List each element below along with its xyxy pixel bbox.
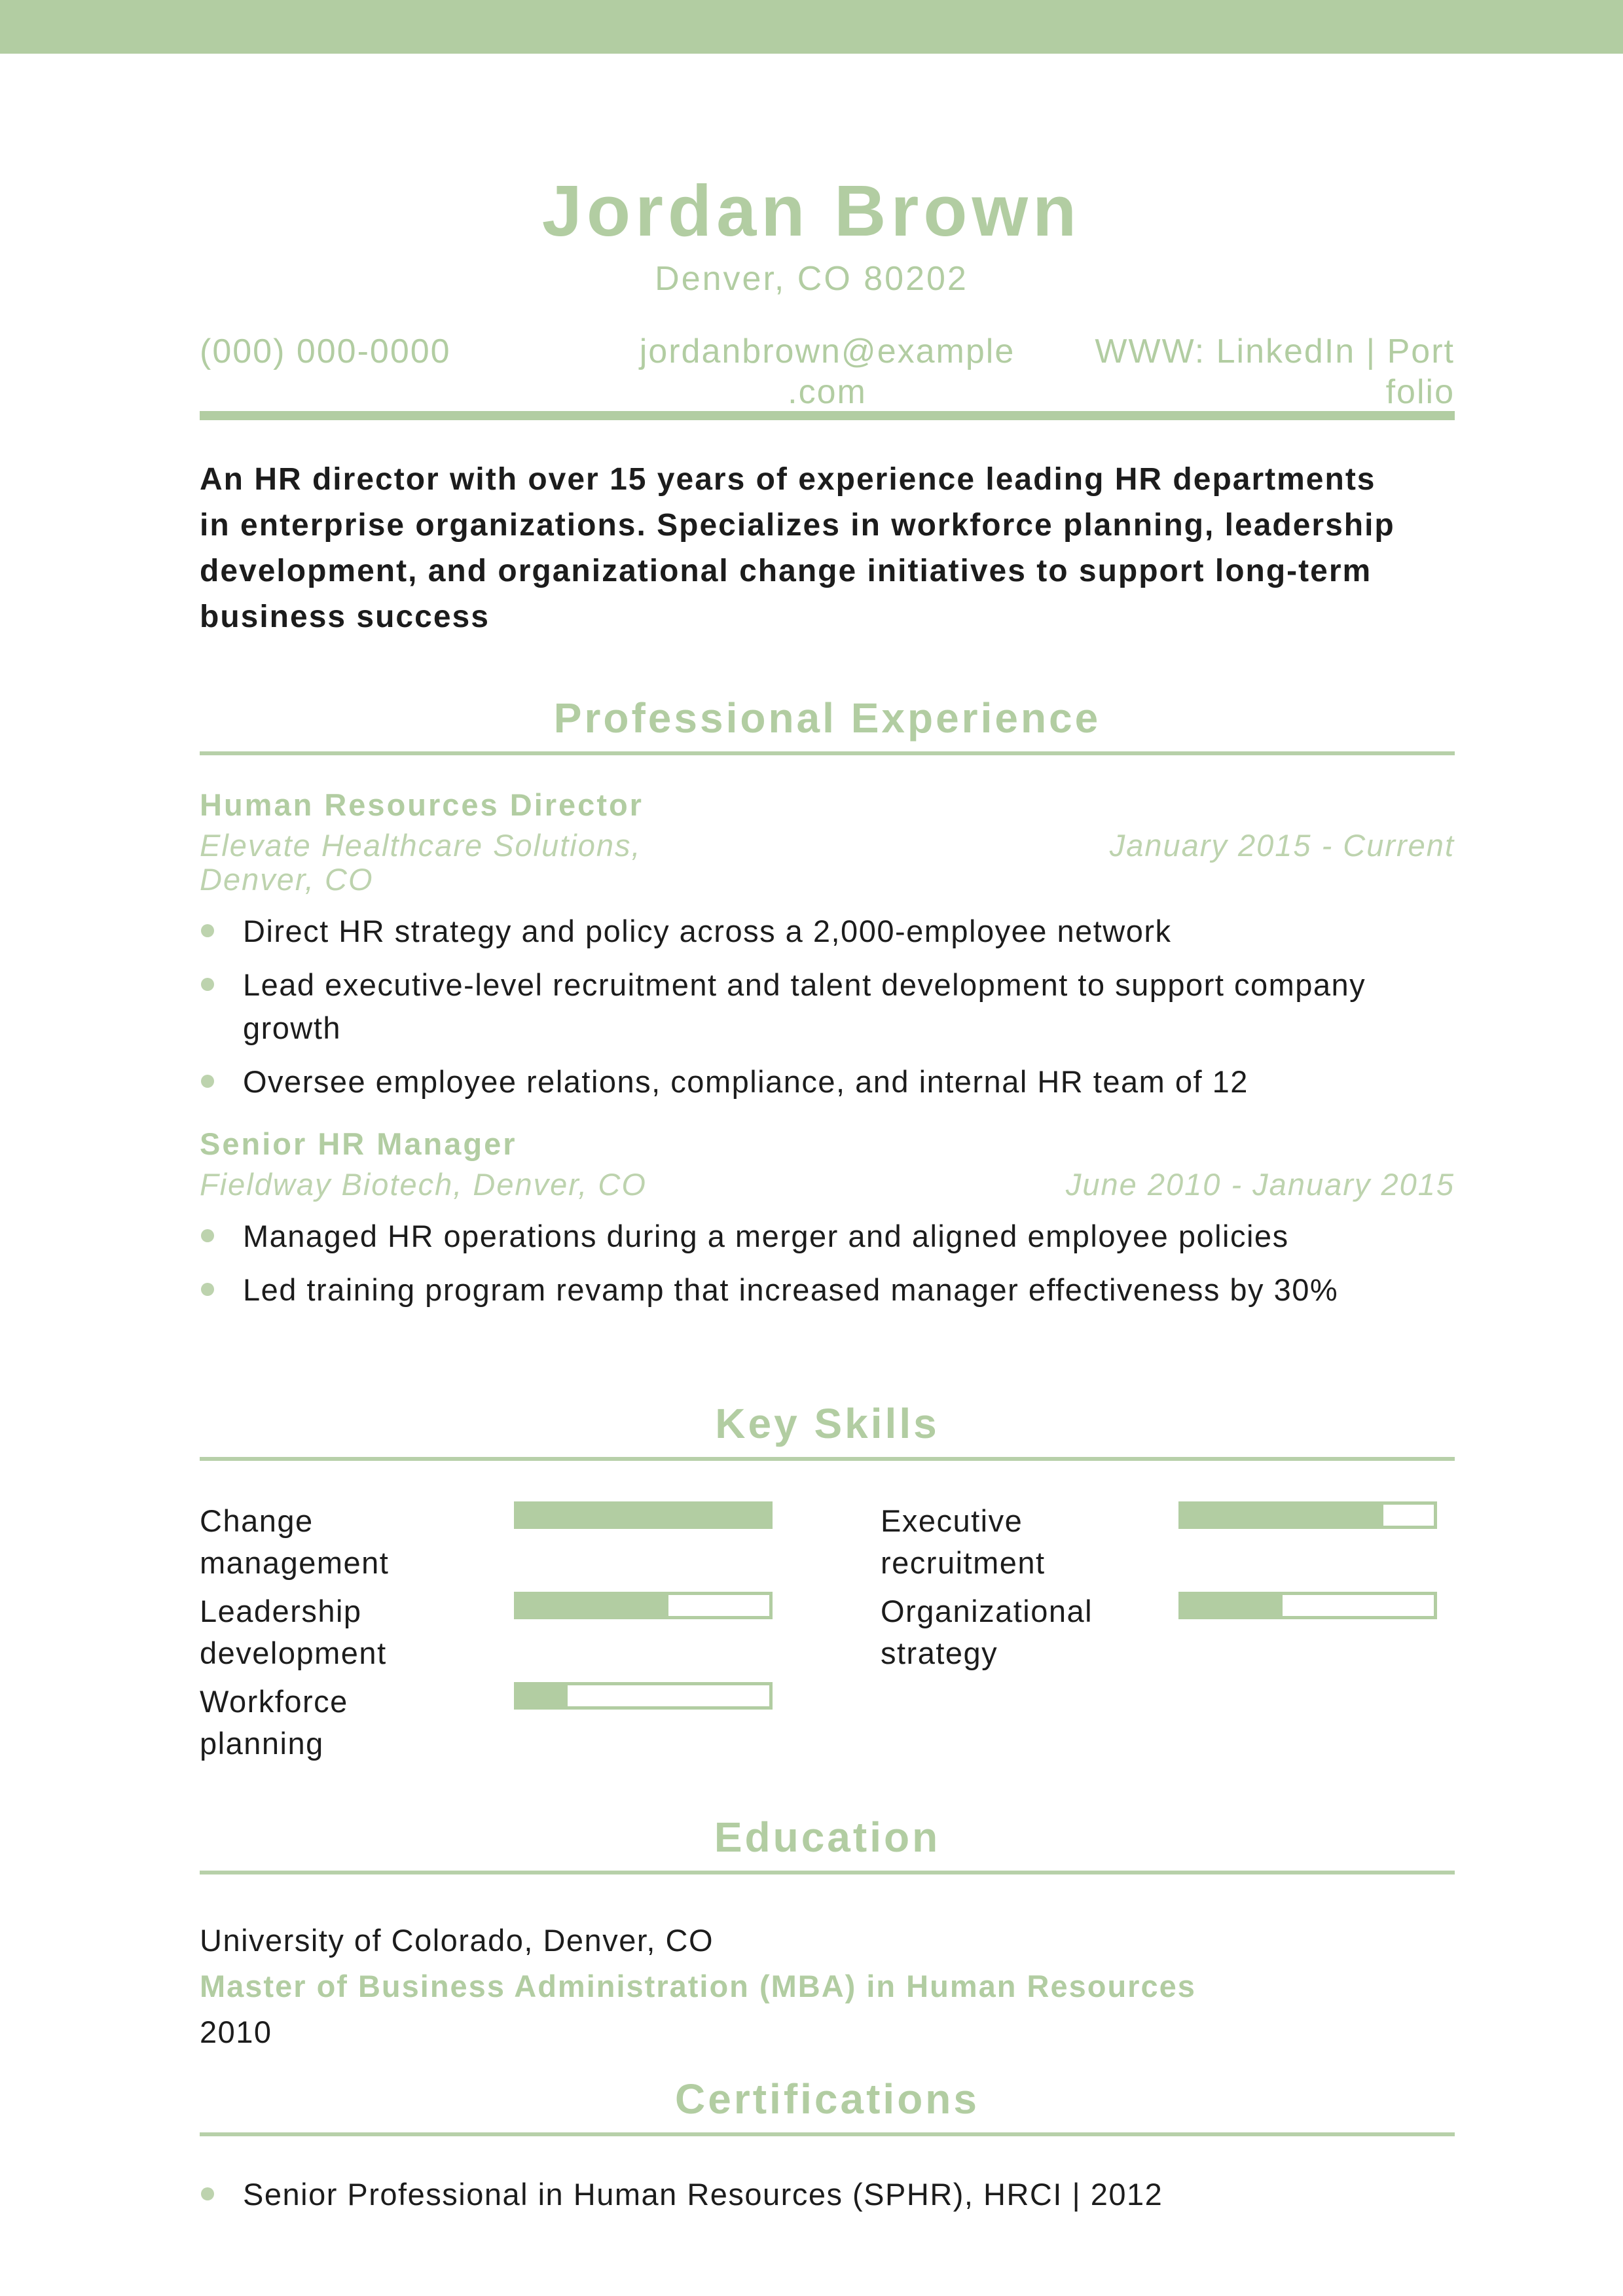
section-title-certifications: Certifications <box>675 2075 979 2123</box>
skill-row <box>200 1681 773 1765</box>
skill-bar-fill <box>517 1595 668 1616</box>
bullet-item: Led training program revamp that increased manager effectiveness by 30% <box>200 1268 1455 1312</box>
section-rule <box>200 1871 1455 1874</box>
skill-bar-fill <box>1182 1595 1283 1616</box>
text-line: management <box>200 1545 390 1580</box>
text-line: Elevate Healthcare Solutions, <box>200 828 642 863</box>
section-rule <box>200 2132 1455 2136</box>
section-rule <box>200 751 1455 755</box>
job-company <box>200 829 642 897</box>
skill-bar-track <box>514 1682 773 1710</box>
header-divider <box>200 411 1455 420</box>
bullet-item: Oversee employee relations, compliance, and internal HR team of 12 <box>200 1060 1455 1103</box>
professional-summary: An HR director with over 15 years of experience leading HR departments in enterprise organizations. Specializes in workforce planning, leadership development, and organizational change initiatives to support long-term business success <box>200 462 1395 634</box>
skill-row <box>200 1500 773 1584</box>
website-links <box>1036 331 1455 412</box>
phone-number: (000) 000-0000 <box>200 332 451 370</box>
bullet-item: Direct HR strategy and policy across a 2,000-employee network <box>200 910 1455 953</box>
candidate-address: Denver, CO 80202 <box>655 260 968 298</box>
skill-row <box>200 1590 773 1674</box>
skill-bar-track <box>1178 1501 1437 1529</box>
top-accent-bar <box>0 0 1623 54</box>
skill-row <box>881 1590 1437 1674</box>
skill-bar-track <box>514 1501 773 1529</box>
bullet-item: Lead executive-level recruitment and talent development to support company growth <box>200 963 1455 1050</box>
text-line: recruitment <box>881 1545 1046 1580</box>
section-skills <box>200 1401 1455 1814</box>
job-dates: January 2015 - Current <box>1109 828 1455 863</box>
candidate-name: Jordan Brown <box>541 171 1082 251</box>
skill-label <box>200 1500 422 1584</box>
education-year: 2010 <box>200 2015 272 2049</box>
skill-bar-track <box>1178 1592 1437 1619</box>
education-degree: Master of Business Administration (MBA) in Human Resources <box>200 1969 1196 2003</box>
job-company-dates <box>200 1168 1455 1202</box>
section-experience <box>200 695 1455 1322</box>
contact-row <box>200 331 1455 412</box>
text-line: Denver, CO <box>200 862 374 897</box>
text-line: .com <box>788 373 867 411</box>
skill-label <box>881 1500 1103 1584</box>
section-title-skills: Key Skills <box>715 1400 939 1447</box>
text-line: development <box>200 1636 387 1670</box>
text-line: folio <box>1385 373 1455 411</box>
job-company <box>200 1168 647 1202</box>
skill-bar-fill <box>517 1685 568 1706</box>
job-dates: June 2010 - January 2015 <box>1065 1167 1455 1202</box>
text-line: Organizational <box>881 1594 1093 1628</box>
skill-label <box>881 1590 1103 1674</box>
job-list <box>200 787 1455 1312</box>
text-line: jordanbrown@example <box>639 332 1015 370</box>
text-line: Fieldway Biotech, Denver, CO <box>200 1167 647 1202</box>
skill-label <box>200 1681 422 1765</box>
skill-row <box>881 1500 1437 1584</box>
bullet-item: Managed HR operations during a merger and aligned employee policies <box>200 1215 1455 1258</box>
section-certifications <box>200 2076 1455 2227</box>
job-bullets <box>200 910 1455 1103</box>
text-line: planning <box>200 1726 324 1761</box>
section-education <box>200 1814 1455 2055</box>
skill-bar-fill <box>517 1505 769 1526</box>
text-line: Workforce <box>200 1684 348 1719</box>
text-line: Change <box>200 1503 314 1538</box>
section-title-education: Education <box>714 1814 941 1861</box>
text-line: WWW: LinkedIn | Port <box>1095 332 1455 370</box>
text-line: Executive <box>881 1503 1023 1538</box>
text-line: strategy <box>881 1636 998 1670</box>
job-role: Human Resources Director <box>200 787 644 822</box>
section-rule <box>200 1457 1455 1461</box>
education-school: University of Colorado, Denver, CO <box>200 1923 714 1958</box>
certification-item: Senior Professional in Human Resources (SPHR), HRCI | 2012 <box>200 2173 1455 2216</box>
job-bullets <box>200 1215 1455 1312</box>
skill-bar-track <box>514 1592 773 1619</box>
skills-grid <box>200 1500 1455 1814</box>
email-address <box>618 331 1036 412</box>
job-role: Senior HR Manager <box>200 1126 517 1161</box>
skill-bar-fill <box>1182 1505 1383 1526</box>
text-line: Leadership <box>200 1594 362 1628</box>
certification-list <box>200 2173 1455 2216</box>
section-title-experience: Professional Experience <box>553 694 1101 742</box>
skill-label <box>200 1590 422 1674</box>
job-company-dates <box>200 829 1455 897</box>
